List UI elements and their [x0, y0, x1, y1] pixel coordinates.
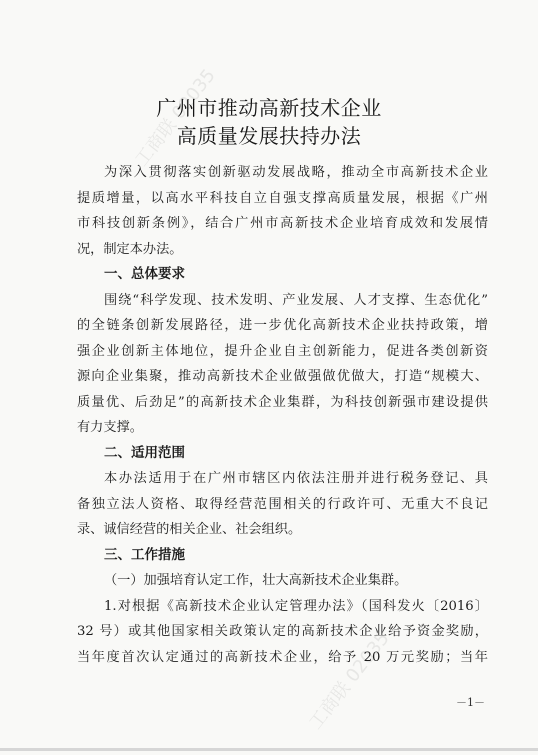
document-title-line-2: 高质量发展扶持办法: [176, 124, 362, 148]
page-number: －1－: [456, 696, 485, 709]
watermark: 工商联 02035: [131, 65, 220, 171]
intro-line: 为深入贯彻落实创新驱动发展战略，推动全市高新技术企业: [104, 165, 488, 180]
intro-line: 况，制定本办法。: [77, 241, 183, 257]
document-title-line-1: 广州市推动高新技术企业: [156, 96, 382, 120]
section1-line: 围绕“科学发现、技术发明、产业发展、人才支撑、生态优化”: [104, 292, 488, 308]
intro-line: 市科技创新条例》，结合广州市高新技术企业培育成效和发展情: [77, 216, 488, 231]
section1-line: 的全链条创新发展路径，进一步优化高新技术企业扶持政策，增: [77, 318, 488, 333]
section1-line: 强企业创新主体地位，提升企业自主创新能力，促进各类创新资: [77, 343, 488, 359]
item1-line: 1.对根据《高新技术企业认定管理办法》（国科发火〔2016〕: [104, 598, 488, 614]
item1-line: 当年度首次认定通过的高新技术企业，给予 20 万元奖励；当年: [77, 649, 488, 665]
intro-line: 提质增量，以高水平科技自立自强支撑高质量发展，根据《广州: [77, 190, 488, 206]
scan-edge-divider: [0, 748, 538, 751]
watermark: 工商联 02035: [305, 628, 394, 734]
section-heading-general-requirements: 一、总体要求: [104, 266, 185, 282]
section2-line: 录、诚信经营的相关企业、社会组织。: [77, 522, 302, 537]
section-heading-measures: 三、工作措施: [104, 546, 185, 563]
section1-line: 质量优、后劲足”的高新技术企业集群，为科技创新强市建设提供: [77, 394, 488, 410]
section1-line: 有力支撑。: [77, 420, 143, 435]
section1-line: 源向企业集聚，推动高新技术企业做强做优做大，打造“规模大、: [77, 369, 488, 384]
document-body: [77, 160, 488, 670]
subsection-heading: （一）加强培育认定工作，壮大高新技术企业集群。: [104, 573, 408, 588]
item1-line: 32 号）或其他国家相关政策认定的高新技术企业给予资金奖励，: [77, 624, 488, 639]
section2-line: 备独立法人资格、取得经营范围相关的行政许可、无重大不良记: [77, 496, 488, 512]
section2-line: 本办法适用于在广州市辖区内依法注册并进行税务登记、具: [104, 471, 488, 486]
section-heading-scope: 二、适用范围: [104, 444, 185, 461]
